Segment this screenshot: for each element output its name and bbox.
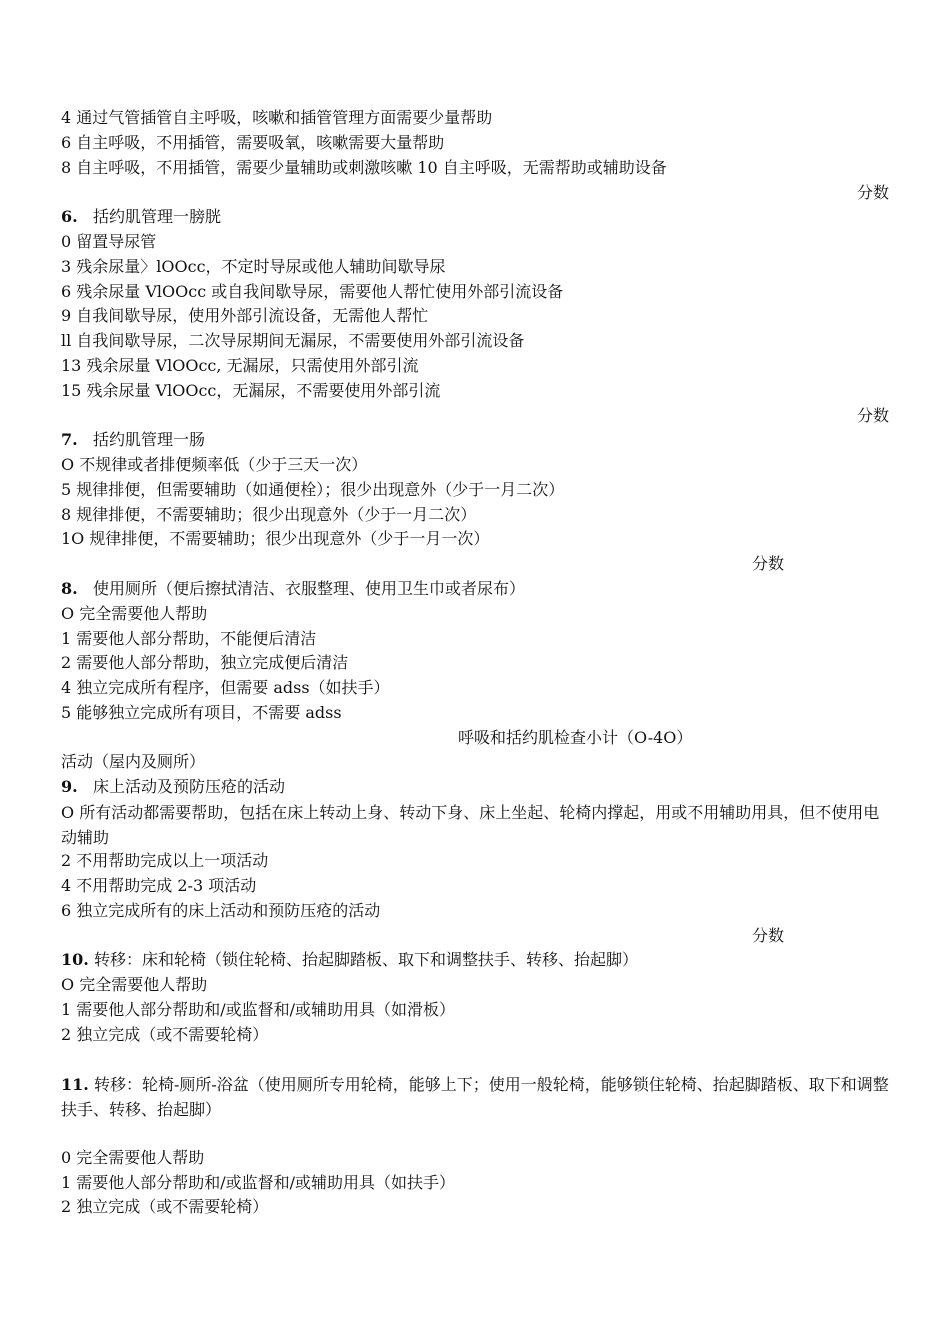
list-item: 6 残余尿量 VlOOcc 或自我间歇导尿，需要他人帮忙使用外部引流设备 — [61, 282, 564, 301]
section-6-heading — [61, 206, 221, 228]
list-item: O 所有活动都需要帮助，包括在床上转动上身、转动下身、床上坐起、轮椅内撑起，用或不用辅助用具，但不使用电动辅助 — [61, 803, 880, 847]
section-number: 7. — [61, 430, 78, 449]
section-7-heading — [61, 429, 205, 451]
list-item: 4 独立完成所有程序，但需要 adss（如扶手） — [61, 678, 390, 697]
list-item: 5 规律排便，但需要辅助（如通便栓）；很少出现意外（少于一月二次） — [61, 480, 565, 499]
section-title: 转移：床和轮椅（锁住轮椅、抬起脚踏板、取下和调整扶手、转移、抬起脚） — [93, 950, 638, 969]
list-item: 5 能够独立完成所有项目，不需要 adss — [61, 703, 342, 722]
section-title: 括约肌管理一膀胱 — [92, 207, 221, 226]
list-item: 1O 规律排便，不需要辅助；很少出现意外（少于一月一次） — [61, 529, 490, 548]
list-item: 2 需要他人部分帮助，独立完成便后清洁 — [61, 653, 349, 672]
section-10-heading — [61, 949, 638, 971]
list-item: 2 不用帮助完成以上一项活动 — [61, 851, 269, 870]
list-item: 8 规律排便，不需要辅助；很少出现意外（少于一月二次） — [61, 505, 477, 524]
list-item: 3 残余尿量〉lOOcc，不定时导尿或他人辅助间歇导尿 — [61, 257, 446, 276]
score-label: 分数 — [752, 926, 785, 945]
subtotal-label: 呼吸和括约肌检查小计（O-4O） — [458, 728, 693, 747]
section-number: 9. — [61, 777, 78, 796]
list-item: O 不规律或者排便频率低（少于三天一次） — [61, 455, 368, 474]
list-item: ll 自我间歇导尿，二次导尿期间无漏尿，不需要使用外部引流设备 — [61, 331, 525, 350]
section-9-heading — [61, 776, 285, 798]
list-item: 0 完全需要他人帮助 — [61, 1148, 205, 1167]
list-item: 1 需要他人部分帮助和/或监督和/或辅助用具（如滑板） — [61, 1000, 456, 1019]
respiration-option-6: 6 自主呼吸，不用插管，需要吸氧，咳嗽需要大量帮助 — [61, 133, 445, 152]
respiration-option-4: 4 通过气管插管自主呼吸，咳嗽和插管管理方面需要少量帮助 — [61, 108, 493, 127]
list-item: O 完全需要他人帮助 — [61, 975, 208, 994]
list-item: 4 不用帮助完成 2-3 项活动 — [61, 876, 257, 895]
section-number: 8. — [61, 579, 78, 598]
list-item: 13 残余尿量 VlOOcc, 无漏尿，只需使用外部引流 — [61, 356, 419, 375]
section-8-heading — [61, 578, 525, 600]
list-item: 15 残余尿量 VlOOcc，无漏尿，不需要使用外部引流 — [61, 381, 441, 400]
activity-heading: 活动（屋内及厕所） — [61, 752, 206, 771]
respiration-option-8: 8 自主呼吸，不用插管，需要少量辅助或刺激咳嗽 10 自主呼吸，无需帮助或辅助设备 — [61, 158, 667, 177]
section-title: 床上活动及预防压疮的活动 — [92, 777, 285, 796]
section-title: 转移：轮椅-厕所-浴盆（使用厕所专用轮椅，能够上下；使用一般轮椅，能够锁住轮椅、抬起脚踏板、取下和调整扶手、转移、抬起脚） — [61, 1075, 889, 1119]
list-item: 1 需要他人部分帮助，不能便后清洁 — [61, 629, 317, 648]
section-title: 使用厕所（便后擦拭清洁、衣服整理、使用卫生巾或者尿布） — [92, 579, 525, 598]
section-number: 11. — [61, 1075, 89, 1094]
section-title: 括约肌管理一肠 — [92, 430, 205, 449]
score-label: 分数 — [857, 183, 890, 202]
list-item: 9 自我间歇导尿，使用外部引流设备，无需他人帮忙 — [61, 306, 429, 325]
section-number: 10. — [61, 950, 89, 969]
list-item: 2 独立完成（或不需要轮椅） — [61, 1197, 269, 1216]
list-item: 0 留置导尿管 — [61, 232, 157, 251]
list-item: 2 独立完成（或不需要轮椅） — [61, 1025, 269, 1044]
list-item: O 完全需要他人帮助 — [61, 604, 208, 623]
section-number: 6. — [61, 207, 78, 226]
score-label: 分数 — [752, 554, 785, 573]
score-label: 分数 — [857, 406, 890, 425]
list-item: 6 独立完成所有的床上活动和预防压疮的活动 — [61, 901, 381, 920]
list-item: 1 需要他人部分帮助和/或监督和/或辅助用具（如扶手） — [61, 1173, 456, 1192]
section-11-heading — [61, 1073, 891, 1122]
